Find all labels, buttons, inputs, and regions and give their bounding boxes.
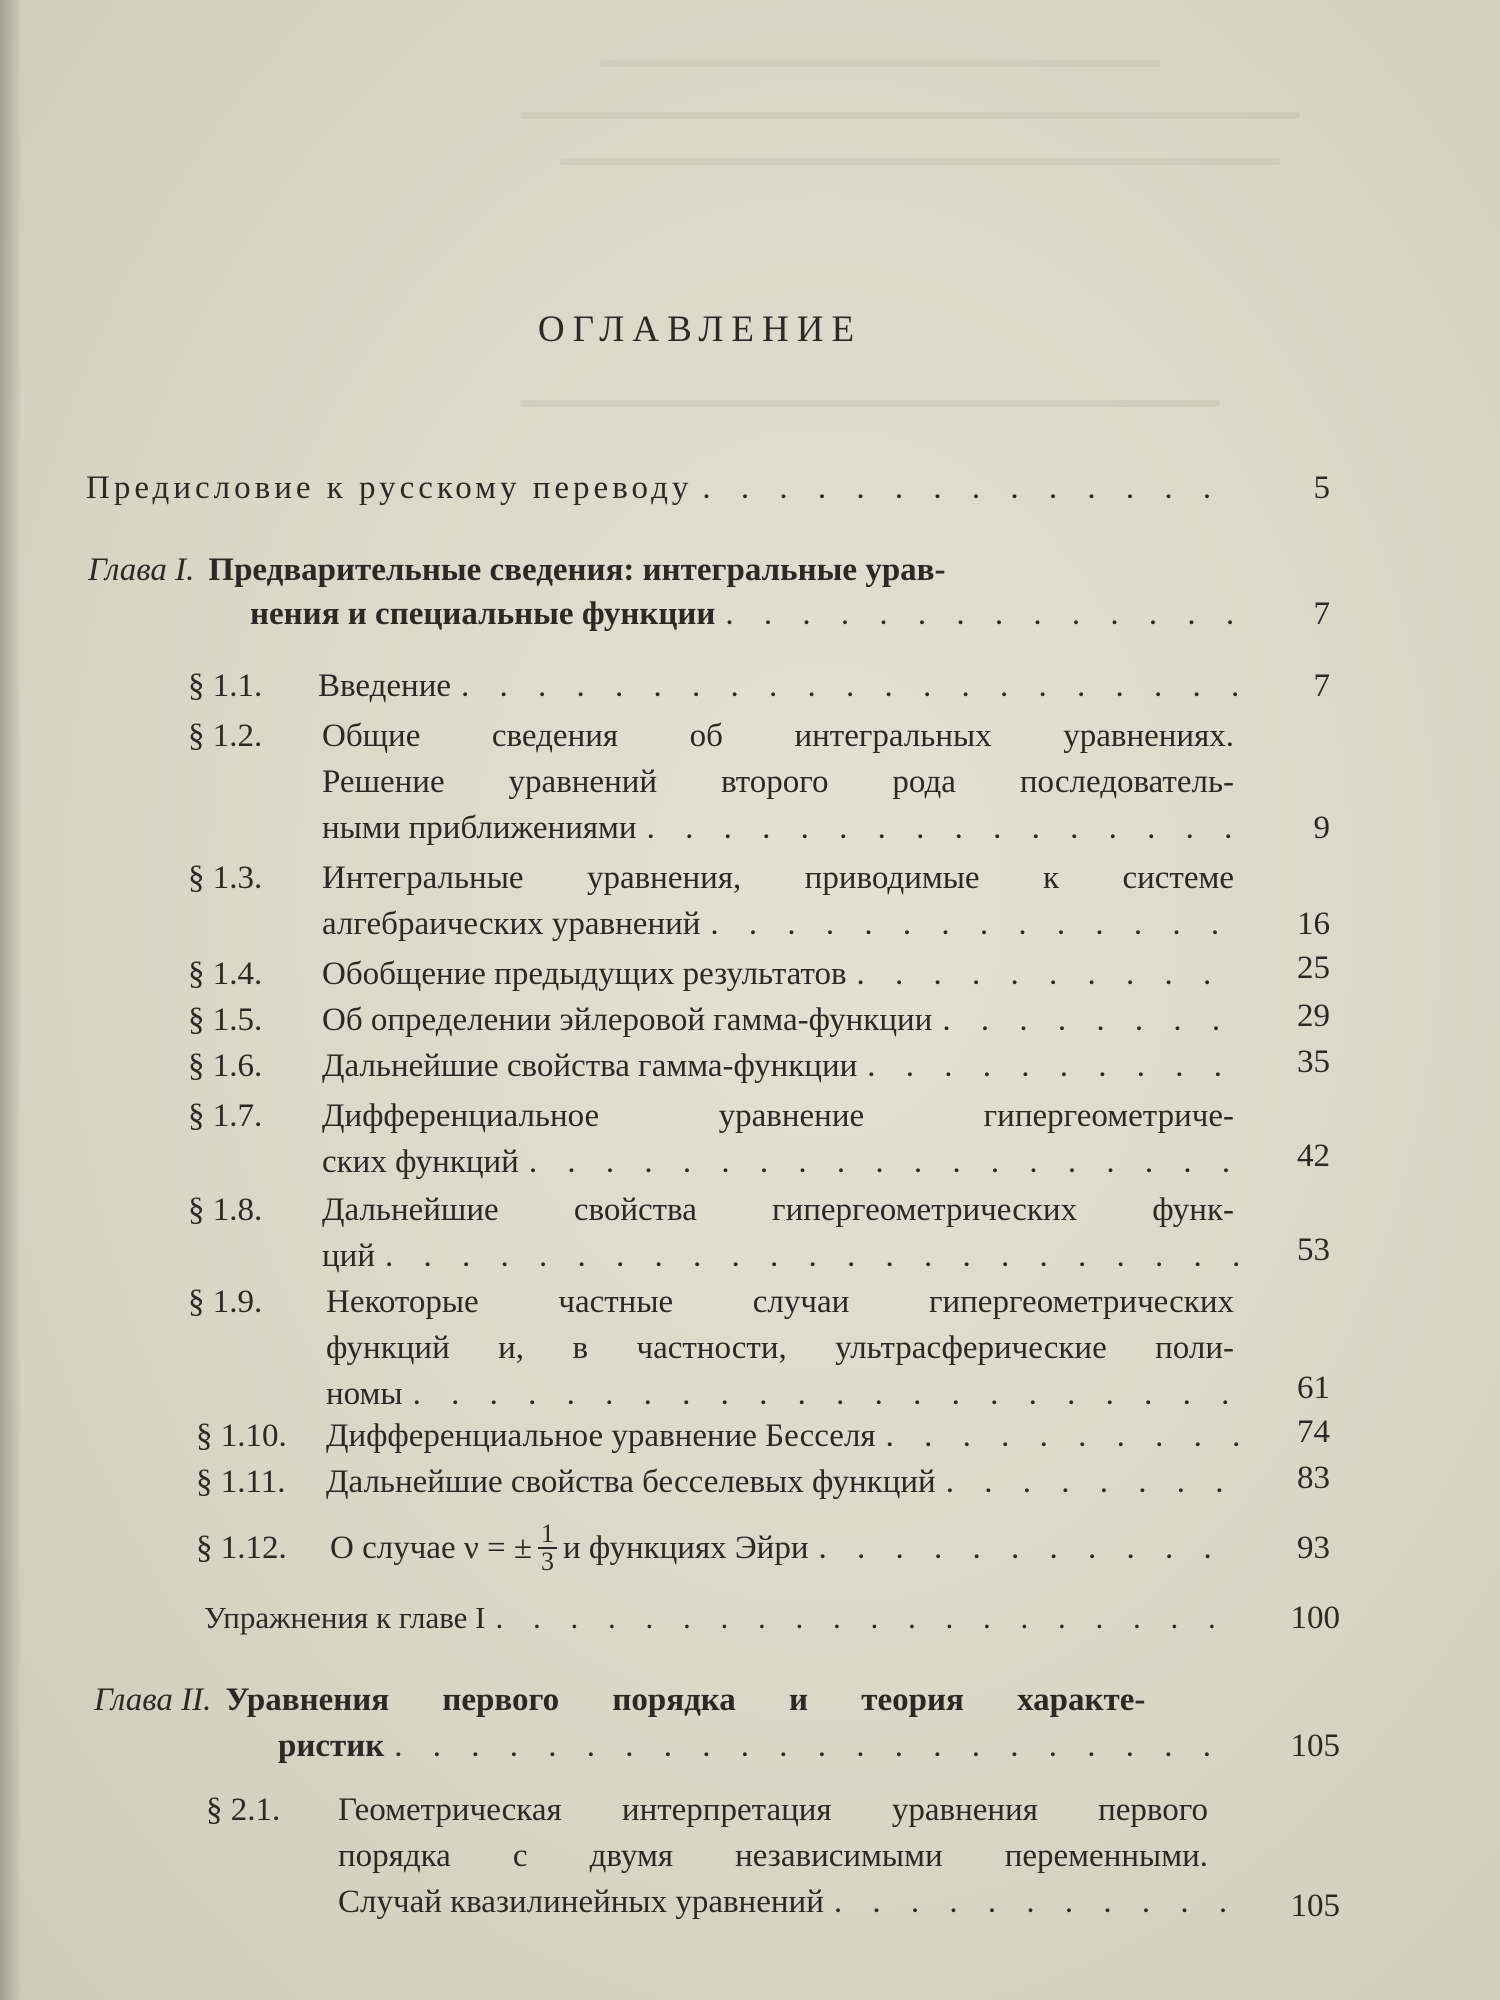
chapter-1-heading-cont[interactable] (250, 592, 1240, 636)
toc-entry-text: алгебраических уравнений (322, 906, 701, 942)
toc-entry-text: и функциях Эйри (562, 1530, 809, 1566)
toc-page-number: 105 (1290, 1728, 1340, 1764)
leader-dots (384, 1724, 1240, 1768)
section-number: § 1.7. (188, 1098, 263, 1134)
toc-entry-text: Введение (318, 668, 452, 704)
chapter-title-line: нения и специальные функции (250, 596, 716, 632)
toc-entry-section-1-4[interactable] (322, 952, 1240, 996)
leader-dots (519, 1140, 1240, 1184)
toc-entry-section-1-5[interactable] (322, 998, 1240, 1042)
toc-page-number: 83 (1297, 1460, 1330, 1496)
chapter-label: Глава II. (94, 1682, 212, 1718)
show-through-text (520, 400, 1220, 407)
leader-dots (637, 806, 1240, 850)
toc-page-number: 5 (1313, 470, 1330, 506)
toc-entry-text: Обобщение предыдущих результатов (322, 956, 847, 992)
fraction-one-third (538, 1521, 557, 1575)
page-title: ОГЛАВЛЕНИЕ (537, 309, 863, 350)
chapter-label: Глава I. (88, 552, 195, 588)
show-through-text (600, 60, 1160, 67)
section-number: § 1.6. (188, 1048, 263, 1084)
show-through-text (520, 112, 1300, 119)
leader-dots (451, 664, 1240, 708)
chapter-title-line: Уравнения первого порядка и теория характе- (225, 1682, 1146, 1718)
toc-entry-text: ских функций (322, 1144, 519, 1180)
section-number: § 2.1. (206, 1792, 281, 1828)
toc-page-number: 29 (1297, 998, 1330, 1034)
toc-page-number: 105 (1290, 1888, 1340, 1924)
section-number: § 1.11. (196, 1464, 286, 1500)
leader-dots (715, 592, 1240, 636)
chapter-1-heading[interactable] (88, 548, 1240, 592)
toc-entry-text[interactable]: порядка с двумя независимыми переменными. (338, 1838, 1208, 1874)
toc-entry-text[interactable]: Дифференциальное уравнение гипергеометриче- (322, 1098, 1234, 1134)
toc-entry-text: Дальнейшие свойства бесселевых функций (326, 1464, 936, 1500)
leader-dots (809, 1526, 1240, 1570)
section-number: § 1.1. (188, 668, 263, 704)
toc-entry-text[interactable]: Некоторые частные случаи гипергеометрических (326, 1284, 1234, 1320)
toc-entry-section-1-7[interactable] (322, 1140, 1240, 1184)
toc-entry-text[interactable]: Дальнейшие свойства гипергеометрических функ- (322, 1192, 1234, 1228)
leader-dots (876, 1414, 1240, 1458)
section-number: § 1.3. (188, 860, 263, 896)
chapter-2-heading[interactable] (94, 1678, 1240, 1722)
toc-entry-section-1-10[interactable] (326, 1414, 1240, 1458)
toc-entry-text: Упражнения к главе I (204, 1600, 486, 1635)
toc-entry-text: Дальнейшие свойства гамма-функции (322, 1048, 858, 1084)
section-number: § 1.10. (196, 1418, 287, 1454)
leader-dots (857, 1044, 1240, 1088)
toc-entry-text[interactable]: Решение уравнений второго рода последователь- (322, 764, 1234, 800)
toc-page-number: 9 (1313, 810, 1330, 846)
section-number: § 1.5. (188, 1002, 263, 1038)
toc-entry-text[interactable]: Геометрическая интерпретация уравнения первого (338, 1792, 1208, 1828)
show-through-text (560, 158, 1280, 165)
toc-page-number: 53 (1297, 1232, 1330, 1268)
toc-page-number: 42 (1297, 1138, 1330, 1174)
toc-page-number: 74 (1297, 1414, 1330, 1450)
leader-dots (847, 952, 1240, 996)
toc-entry-text[interactable]: Интегральные уравнения, приводимые к системе (322, 860, 1234, 896)
fraction-numerator: 1 (538, 1521, 557, 1549)
toc-entry-text: О случае ν = ± (330, 1530, 532, 1566)
toc-page-number: 7 (1313, 668, 1330, 704)
toc-page-number: 25 (1297, 950, 1330, 986)
leader-dots (936, 1460, 1240, 1504)
toc-entry-preface[interactable] (86, 466, 1236, 510)
fraction-denominator: 3 (540, 1547, 554, 1576)
toc-page-number: 100 (1290, 1600, 1340, 1636)
chapter-title-line: Предварительные сведения: интегральные урав- (208, 552, 946, 588)
toc-entry-section-1-6[interactable] (322, 1044, 1240, 1088)
section-number: § 1.2. (188, 718, 263, 754)
toc-entry-text: ными приближениями (322, 810, 637, 846)
toc-entry-section-1-8[interactable] (322, 1234, 1240, 1278)
leader-dots (700, 902, 1240, 946)
toc-entry-section-1-1[interactable] (318, 664, 1240, 708)
toc-entry-text: номы (326, 1376, 403, 1412)
leader-dots (486, 1596, 1241, 1640)
chapter-2-heading-cont[interactable] (278, 1724, 1240, 1768)
toc-entry-section-1-9[interactable] (326, 1372, 1240, 1416)
leader-dots (375, 1234, 1240, 1278)
leader-dots (932, 998, 1240, 1042)
section-number: § 1.4. (188, 956, 263, 992)
page-gutter-shadow (0, 0, 22, 2000)
toc-entry-section-2-1[interactable] (338, 1880, 1240, 1924)
toc-entry-section-1-3[interactable] (322, 902, 1240, 946)
toc-entry-section-1-11[interactable] (326, 1460, 1240, 1504)
leader-dots (692, 466, 1236, 510)
leader-dots (824, 1880, 1240, 1924)
toc-page-number: 61 (1297, 1370, 1330, 1406)
toc-entry-exercises[interactable] (204, 1596, 1240, 1640)
toc-entry-text: Предисловие к русскому переводу (86, 470, 693, 506)
toc-entry-text: Об определении эйлеровой гамма-функции (322, 1002, 933, 1038)
toc-page-number: 16 (1297, 906, 1330, 942)
chapter-title-line: ристик (278, 1728, 385, 1764)
section-number: § 1.12. (196, 1530, 287, 1566)
section-number: § 1.9. (188, 1284, 263, 1320)
toc-page-number: 35 (1297, 1044, 1330, 1080)
toc-entry-text: Дифференциальное уравнение Бесселя (326, 1418, 876, 1454)
toc-entry-text: ций (322, 1238, 375, 1274)
toc-entry-section-1-2[interactable] (322, 806, 1240, 850)
toc-entry-section-1-12[interactable] (330, 1512, 1240, 1584)
toc-page-number: 7 (1313, 596, 1330, 632)
toc-entry-text[interactable]: функций и, в частности, ультрасферические поли- (326, 1330, 1234, 1366)
leader-dots (403, 1372, 1240, 1416)
toc-entry-text[interactable]: Общие сведения об интегральных уравнениях. (322, 718, 1234, 754)
section-number: § 1.8. (188, 1192, 263, 1228)
toc-page-number: 93 (1297, 1530, 1330, 1566)
toc-entry-text: Случай квазилинейных уравнений (338, 1884, 824, 1920)
